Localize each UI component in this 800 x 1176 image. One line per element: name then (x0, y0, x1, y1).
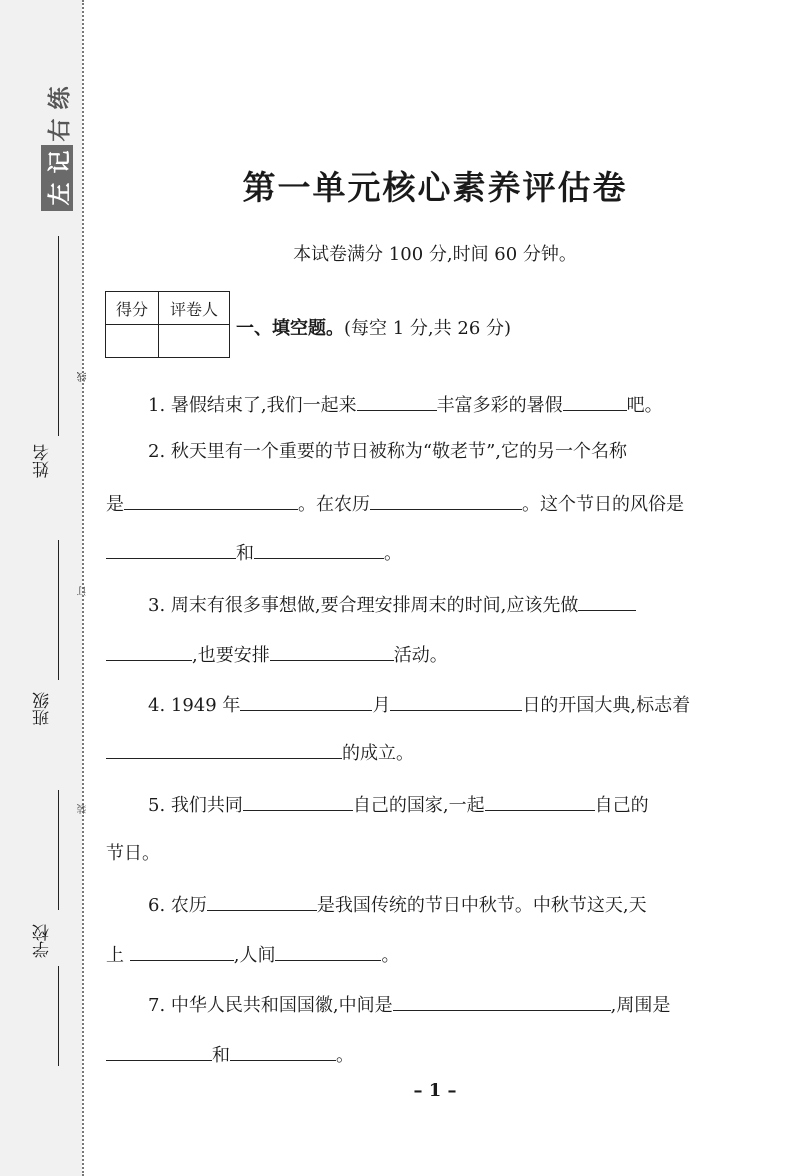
school-field-line[interactable] (58, 790, 59, 910)
section-heading (236, 314, 511, 340)
question-7-line-2 (106, 1042, 354, 1068)
q4-text-c: 日的开国大典,标志着 (522, 695, 691, 716)
q4-blank-1[interactable] (240, 692, 372, 711)
question-2 (148, 440, 627, 464)
question-4 (148, 692, 690, 718)
grader-cell[interactable] (159, 325, 230, 358)
question-6 (148, 892, 647, 918)
q3-blank-1-cont[interactable] (106, 642, 192, 661)
q3-blank-2[interactable] (270, 642, 394, 661)
name-field-line[interactable] (58, 236, 59, 436)
q2-blank-4[interactable] (254, 540, 384, 559)
question-1 (148, 392, 663, 418)
grader-header: 评卷人 (159, 292, 230, 325)
q5-text-b: 自己的国家,一起 (352, 795, 485, 816)
section-note: (每空 1 分,共 26 分) (344, 318, 512, 339)
brand-char-3: 右 (46, 118, 73, 142)
q2-text-d: 。这个节日的风俗是 (522, 494, 684, 515)
q6-blank-2[interactable] (130, 942, 234, 961)
q7-text-b: ,周围是 (610, 995, 671, 1016)
q5-text-a: 5. 我们共同 (148, 795, 243, 816)
exam-info: 本试卷满分 100 分,时间 60 分钟。 (293, 244, 577, 265)
q7-text-a: 7. 中华人民共和国国徽,中间是 (148, 995, 393, 1016)
score-cell[interactable] (106, 325, 159, 358)
q6-text-b: 是我国传统的节日中秋节。中秋节这天,天 (316, 895, 647, 916)
q4-text-d: 的成立。 (342, 743, 414, 764)
page-title: 第一单元核心素养评估卷 (242, 168, 628, 207)
q6-text-c: 上 (106, 945, 124, 966)
q3-text-c: 活动。 (393, 645, 448, 666)
page-number: – 1 – (413, 1080, 457, 1101)
q6-text-e: 。 (381, 945, 400, 966)
q2-blank-2[interactable] (370, 491, 522, 510)
question-2-line-3 (106, 540, 402, 566)
question-7 (148, 992, 670, 1018)
q4-text-a: 4. 1949 年 (148, 695, 241, 716)
q2-blank-1[interactable] (124, 491, 298, 510)
question-2-line-2 (106, 491, 684, 517)
q6-text-a: 6. 农历 (148, 895, 207, 916)
q5-blank-2[interactable] (485, 792, 595, 811)
question-6-line-2 (106, 942, 399, 968)
q3-text-a: 3. 周末有很多事想做,要合理安排周末的时间,应该先做 (148, 595, 579, 616)
score-table (105, 291, 230, 358)
brand-logo (40, 82, 74, 210)
q4-text-b: 月 (372, 695, 391, 716)
q2-text-f: 。 (384, 543, 402, 564)
q7-blank-1[interactable] (393, 992, 611, 1011)
q2-text-e: 和 (236, 543, 254, 564)
brand-char-1: 左 (41, 177, 73, 211)
q6-text-d: ,人间 (233, 945, 276, 966)
section-title: 一、填空题。 (236, 318, 344, 339)
question-5 (148, 792, 649, 818)
q5-blank-1[interactable] (243, 792, 353, 811)
q1-text-b: 丰富多彩的暑假 (436, 395, 563, 416)
q2-text-c: 。在农历 (298, 494, 370, 515)
binding-mark-zhuang: 装 (78, 804, 89, 814)
q5-text-c: 自己的 (594, 795, 649, 816)
q5-text-d: 节日。 (106, 843, 160, 864)
brand-char-2: 记 (41, 145, 73, 179)
q7-blank-3[interactable] (230, 1042, 336, 1061)
binding-mark-ding: 订 (78, 586, 89, 596)
q1-text-a: 1. 暑假结束了,我们一起来 (148, 395, 357, 416)
q7-blank-2[interactable] (106, 1042, 212, 1061)
class-label: 班级 (33, 692, 53, 726)
q7-text-d: 。 (336, 1045, 354, 1066)
q6-blank-3[interactable] (275, 942, 381, 961)
q1-text-c: 吧。 (626, 395, 663, 416)
q7-text-c: 和 (212, 1045, 230, 1066)
name-label: 姓名 (33, 444, 53, 478)
binding-mark-xian: 线 (78, 372, 89, 382)
q2-blank-3[interactable] (106, 540, 236, 559)
q3-text-b: ,也要安排 (192, 645, 270, 666)
q2-text-a: 2. 秋天里有一个重要的节日被称为“敬老节”,它的另一个名称 (148, 441, 628, 462)
question-4-line-2 (106, 740, 414, 766)
q2-text-b: 是 (106, 494, 124, 515)
q6-blank-1[interactable] (207, 892, 317, 911)
q4-blank-2[interactable] (390, 692, 522, 711)
question-3 (148, 592, 636, 618)
brand-char-4: 练 (46, 86, 73, 110)
question-5-line-2 (106, 842, 160, 866)
school-label: 学校 (33, 924, 53, 958)
school-field-line-lower (58, 966, 59, 1066)
class-field-line[interactable] (58, 540, 59, 680)
question-3-line-2 (106, 642, 448, 668)
score-header: 得分 (106, 292, 159, 325)
q3-blank-1[interactable] (578, 592, 636, 611)
q4-blank-3[interactable] (106, 740, 342, 759)
q1-blank-2[interactable] (563, 392, 627, 411)
q1-blank-1[interactable] (357, 392, 437, 411)
